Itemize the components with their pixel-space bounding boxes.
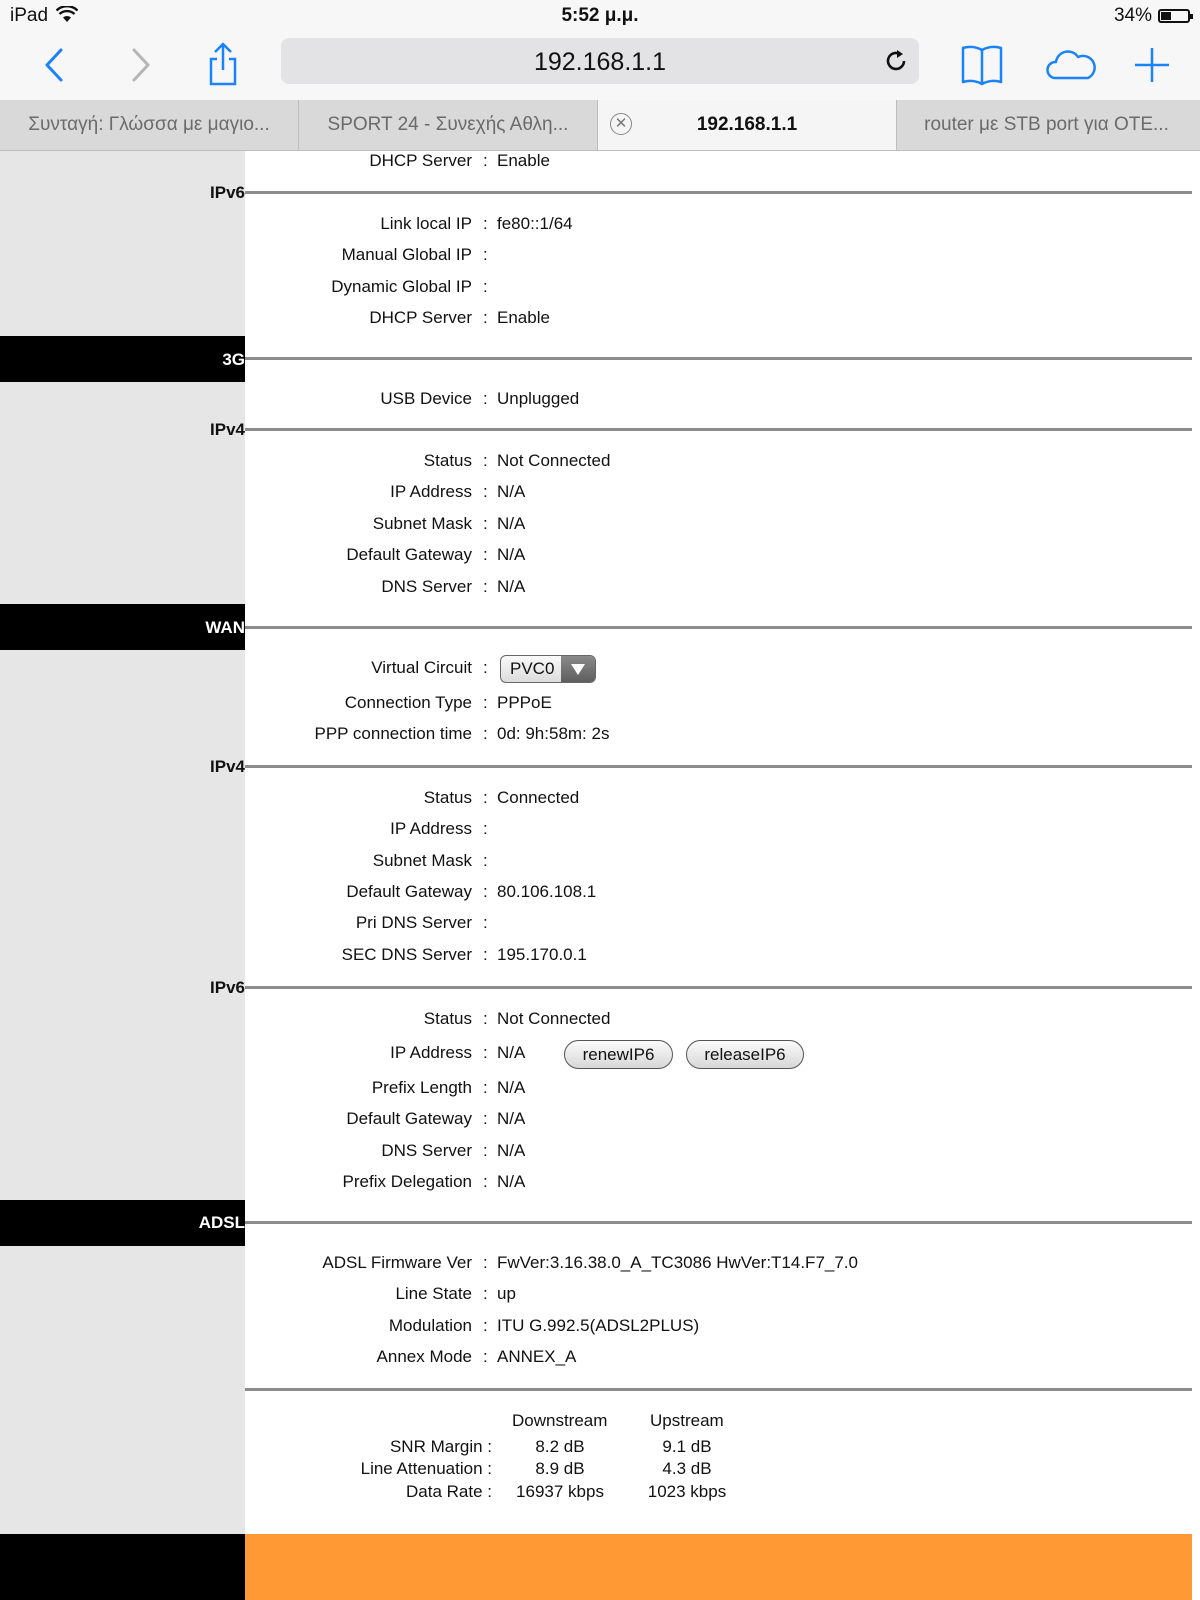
info-row xyxy=(245,482,1195,506)
divider xyxy=(245,626,1192,629)
row-label: Connection Type xyxy=(344,693,472,712)
info-row xyxy=(245,945,1195,969)
info-row xyxy=(245,151,1195,175)
url-text: 192.168.1.1 xyxy=(533,48,667,76)
row-value: up xyxy=(497,1284,516,1303)
row-value: FwVer:3.16.38.0_A_TC3086 HwVer:T14.F7_7.0 xyxy=(497,1253,858,1272)
battery-icon xyxy=(1158,9,1190,23)
row-label: Modulation xyxy=(388,1316,472,1335)
info-row xyxy=(245,851,1195,875)
back-icon[interactable] xyxy=(30,40,80,90)
info-row xyxy=(245,1284,1195,1308)
info-row xyxy=(245,245,1195,269)
info-row xyxy=(245,1316,1195,1340)
row-separator: : xyxy=(483,1078,488,1097)
row-value: N/A xyxy=(497,1078,526,1097)
row-value: ITU G.992.5(ADSL2PLUS) xyxy=(497,1316,700,1335)
row-label: Default Gateway xyxy=(346,882,472,901)
info-row xyxy=(245,1253,1195,1277)
info-row xyxy=(245,724,1195,748)
info-row xyxy=(245,277,1195,301)
info-row xyxy=(245,1141,1195,1165)
info-row xyxy=(245,1347,1195,1371)
row-label: Annex Mode xyxy=(376,1347,472,1366)
row-separator: : xyxy=(483,1253,488,1272)
info-row xyxy=(245,1009,1195,1033)
stat-upstream-value: 1023 kbps xyxy=(647,1482,727,1501)
row-label: SEC DNS Server xyxy=(341,945,472,964)
info-row xyxy=(245,882,1195,906)
row-value: Not Connected xyxy=(497,451,611,470)
row-label: Subnet Mask xyxy=(372,851,472,870)
stat-downstream-value: 8.2 dB xyxy=(535,1437,585,1456)
row-separator: : xyxy=(483,788,488,807)
row-label: DNS Server xyxy=(381,577,472,596)
divider xyxy=(245,191,1192,194)
row-label: Dynamic Global IP xyxy=(331,277,472,296)
row-label: IP Address xyxy=(390,1043,472,1062)
info-row xyxy=(245,514,1195,538)
select-value: PVC0 xyxy=(510,659,555,678)
section-heading-adsl: ADSL xyxy=(198,1213,245,1232)
battery-percent: 34% xyxy=(1113,5,1152,26)
row-separator: : xyxy=(483,724,488,743)
row-value: PPPoE xyxy=(497,693,552,712)
row-label: Prefix Length xyxy=(371,1078,472,1097)
row-value: N/A xyxy=(497,1043,526,1062)
browser-toolbar xyxy=(0,32,1200,100)
row-label: DNS Server xyxy=(381,1141,472,1160)
row-label: USB Device xyxy=(380,389,472,408)
virtual-circuit-select[interactable] xyxy=(500,655,596,683)
section-heading-wan: WAN xyxy=(205,618,245,637)
row-label: Status xyxy=(423,788,472,807)
row-label: Pri DNS Server xyxy=(355,913,472,932)
close-tab-icon[interactable]: ✕ xyxy=(610,113,632,135)
row-separator: : xyxy=(483,151,488,170)
row-separator: : xyxy=(483,308,488,327)
row-value: 0d: 9h:58m: 2s xyxy=(497,724,610,743)
row-separator: : xyxy=(483,514,488,533)
stat-upstream-value: 4.3 dB xyxy=(662,1459,712,1478)
row-separator: : xyxy=(483,245,488,264)
info-row xyxy=(245,693,1195,717)
clock: 5:52 μ.μ. xyxy=(561,5,639,26)
divider xyxy=(245,428,1192,431)
row-separator: : xyxy=(483,277,488,296)
info-row xyxy=(245,1078,1195,1102)
row-separator: : xyxy=(483,1172,488,1191)
row-separator: : xyxy=(483,882,488,901)
row-value: ANNEX_A xyxy=(497,1347,577,1366)
divider xyxy=(245,1221,1192,1224)
stat-label: Data Rate : xyxy=(406,1482,492,1501)
row-value: N/A xyxy=(497,514,526,533)
stat-label: Line Attenuation : xyxy=(360,1459,492,1478)
row-label: Status xyxy=(423,1009,472,1028)
row-label: PPP connection time xyxy=(314,724,472,743)
row-separator: : xyxy=(483,545,488,564)
row-value: Enable xyxy=(497,308,550,327)
row-label: Manual Global IP xyxy=(341,245,472,264)
dropdown-arrow-icon xyxy=(561,656,595,682)
info-row xyxy=(245,1172,1195,1196)
row-value: Unplugged xyxy=(497,389,580,408)
info-row xyxy=(245,788,1195,812)
row-separator: : xyxy=(483,819,488,838)
info-row xyxy=(245,308,1195,332)
row-separator: : xyxy=(483,945,488,964)
row-label: IP Address xyxy=(390,819,472,838)
row-label: Virtual Circuit xyxy=(371,658,472,677)
info-row: Virtual Circuit : xyxy=(371,658,488,677)
row-separator: : xyxy=(483,1284,488,1303)
row-separator: : xyxy=(483,1141,488,1160)
tab-active-label: 192.168.1.1 xyxy=(696,114,798,135)
stat-downstream-value: 16937 kbps xyxy=(516,1482,604,1501)
row-value: Connected xyxy=(497,788,580,807)
row-label: Prefix Delegation xyxy=(342,1172,472,1191)
footer-bar xyxy=(245,1534,1192,1600)
bookmarks-icon[interactable] xyxy=(957,40,1007,90)
row-separator: : xyxy=(483,913,488,932)
row-value: N/A xyxy=(497,482,526,501)
row-label: DHCP Server xyxy=(369,151,472,170)
device-name: iPad xyxy=(10,5,49,26)
tab[interactable]: Συνταγή: Γλώσσα με μαγιο... xyxy=(0,100,299,150)
stat-downstream-value: 8.9 dB xyxy=(535,1459,585,1478)
divider xyxy=(245,765,1192,768)
row-separator: : xyxy=(483,693,488,712)
row-label: ADSL Firmware Ver xyxy=(322,1253,472,1272)
status-bar xyxy=(0,0,1200,32)
renew-ipv6-button[interactable]: renewIP6 xyxy=(564,1040,673,1069)
row-separator: : xyxy=(483,482,488,501)
row-separator: : xyxy=(483,451,488,470)
section-heading-wan-ipv6: IPv6 xyxy=(210,978,245,997)
row-label: Subnet Mask xyxy=(372,514,472,533)
section-heading-3g: 3G xyxy=(222,350,245,369)
row-label: Line State xyxy=(395,1284,472,1303)
row-value: 195.170.0.1 xyxy=(497,945,587,964)
section-heading-lan-ipv6: IPv6 xyxy=(210,183,245,202)
tab-active[interactable] xyxy=(598,100,897,150)
release-ipv6-button[interactable]: releaseIP6 xyxy=(686,1040,804,1069)
divider xyxy=(245,986,1192,989)
downstream-header: Downstream xyxy=(512,1411,608,1430)
row-separator: : xyxy=(483,1316,488,1335)
divider xyxy=(245,1388,1192,1391)
row-value: N/A xyxy=(497,577,526,596)
tab[interactable]: router με STB port για ΟΤΕ... xyxy=(924,114,1169,135)
row-value: fe80::1/64 xyxy=(497,214,573,233)
info-row xyxy=(245,1109,1195,1133)
forward-icon[interactable] xyxy=(115,40,165,90)
row-value: N/A xyxy=(497,1109,526,1128)
row-separator: : xyxy=(483,1347,488,1366)
info-row xyxy=(245,451,1195,475)
info-row xyxy=(245,545,1195,569)
footer-sidebar xyxy=(0,1534,245,1600)
icloud-tabs-icon[interactable] xyxy=(1043,40,1099,90)
row-value: Enable xyxy=(497,151,550,170)
section-heading-wan-ipv4: IPv4 xyxy=(210,757,245,776)
row-separator: : xyxy=(483,1009,488,1028)
address-bar[interactable] xyxy=(281,38,919,84)
row-label: Link local IP xyxy=(380,214,472,233)
row-separator: : xyxy=(483,214,488,233)
row-value: N/A xyxy=(497,545,526,564)
tab-bar xyxy=(0,100,1200,151)
row-separator: : xyxy=(483,1043,488,1062)
info-row xyxy=(245,389,1195,413)
section-heading-3g-ipv4: IPv4 xyxy=(210,420,245,439)
upstream-header: Upstream xyxy=(650,1411,724,1430)
info-row xyxy=(245,577,1195,601)
row-label: Default Gateway xyxy=(346,1109,472,1128)
row-separator: : xyxy=(483,577,488,596)
row-value: 80.106.108.1 xyxy=(497,882,597,901)
row-label: Status xyxy=(423,451,472,470)
row-label: Default Gateway xyxy=(346,545,472,564)
stat-label: SNR Margin : xyxy=(389,1437,492,1456)
share-icon[interactable] xyxy=(198,40,248,90)
row-value: N/A xyxy=(497,1172,526,1191)
reload-icon[interactable] xyxy=(881,46,911,76)
sidebar-section-3g xyxy=(0,336,245,382)
info-row xyxy=(245,214,1195,238)
info-row xyxy=(245,819,1195,843)
row-label: IP Address xyxy=(390,482,472,501)
row-separator: : xyxy=(483,389,488,408)
row-value: Not Connected xyxy=(497,1009,611,1028)
row-value: N/A xyxy=(497,1141,526,1160)
info-row xyxy=(245,913,1195,937)
tab[interactable]: SPORT 24 - Συνεχής Αθλη... xyxy=(299,100,598,150)
row-separator: : xyxy=(483,851,488,870)
new-tab-icon[interactable] xyxy=(1127,40,1177,90)
divider xyxy=(245,357,1192,360)
stat-upstream-value: 9.1 dB xyxy=(662,1437,712,1456)
row-separator: : xyxy=(483,1109,488,1128)
row-label: DHCP Server xyxy=(369,308,472,327)
